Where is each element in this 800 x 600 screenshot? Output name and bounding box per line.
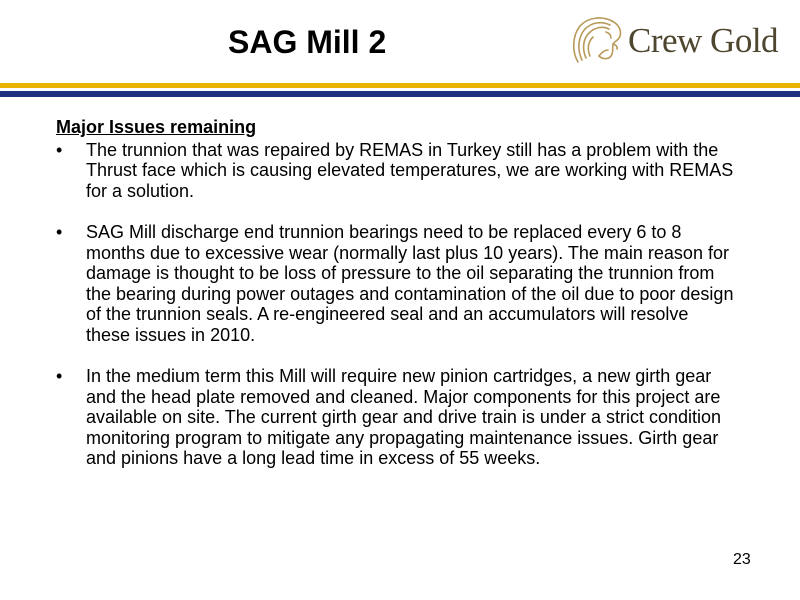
section-heading: Major Issues remaining	[56, 117, 257, 137]
slide-body	[56, 117, 736, 490]
slide-title: SAG Mill 2	[228, 24, 387, 60]
bullet-icon: •	[56, 366, 63, 386]
header-divider-band	[0, 83, 800, 97]
bullet-icon: •	[56, 139, 63, 160]
bullet-list	[56, 140, 736, 469]
list-item-text: SAG Mill discharge end trunnion bearings need to be replaced every 6 to 8 months due to excessive wear (normally last plus 10 years). The main reason for damage is thought to be loss of pressure to the oil separating the trunnion from the bearing during power outages and contamination of the oil due to poor design of the trunnion seals. A re-engineered seal and an accumulators will resolve these issues in 2010.	[86, 222, 734, 345]
list-item-text: In the medium term this Mill will require new pinion cartridges, a new girth gear and the head plate removed and cleaned. Major components for this project are available on site. The current girth gear and drive train is under a strict condition monitoring program to mitigate any propagating maintenance issues. Girth gear and pinions have a long lead time in excess of 55 weeks.	[86, 366, 722, 468]
list-item	[56, 222, 736, 345]
company-logo	[568, 12, 778, 70]
list-item-text: The trunnion that was repaired by REMAS in Turkey still has a problem with the Thrust face which is causing elevated temperatures, we are working with REMAS for a solution.	[86, 139, 734, 201]
list-item	[56, 140, 736, 202]
lion-head-icon	[568, 12, 626, 70]
logo-text: Crew Gold	[628, 21, 779, 60]
page-number: 23	[733, 551, 751, 568]
bullet-icon: •	[56, 222, 63, 242]
navy-stripe	[0, 91, 800, 97]
list-item	[56, 366, 736, 469]
